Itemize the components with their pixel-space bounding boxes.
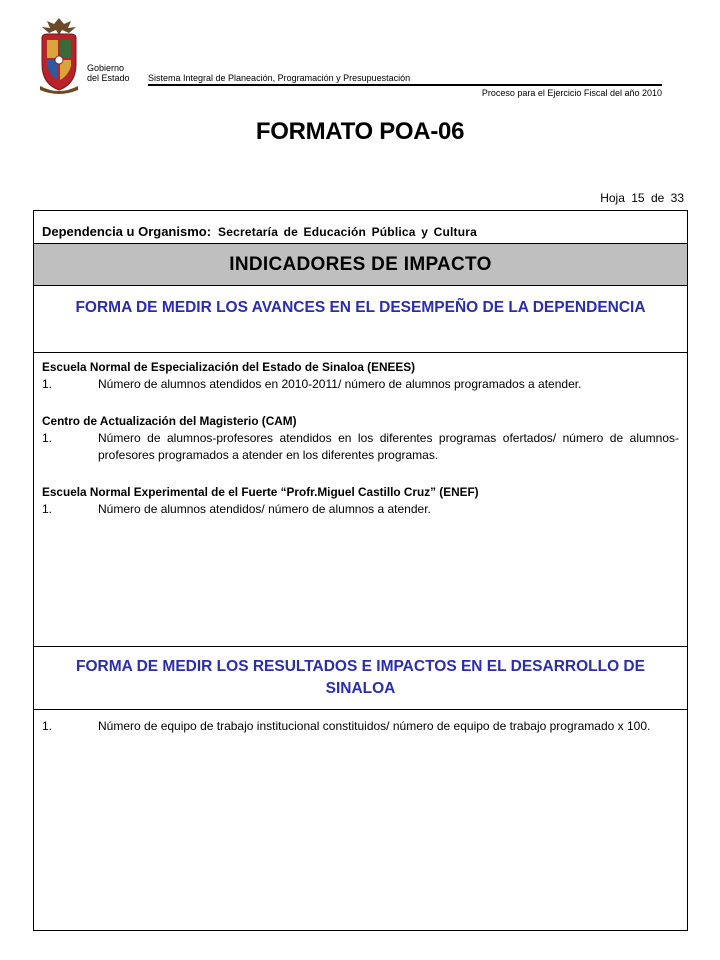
section-impact-heading: FORMA DE MEDIR LOS RESULTADOS E IMPACTOS EN EL DESARROLLO DE SINALOA <box>34 647 687 710</box>
poa-form <box>33 210 688 931</box>
dependency-row <box>34 211 687 244</box>
gobierno-label: Gobierno del Estado <box>87 63 130 83</box>
list-item: 1. Número de alumnos atendidos/ número de alumnos a atender. <box>42 502 431 516</box>
list-item: 1. Número de alumnos-profesores atendidos en los diferentes programas ofertados/ número de alumnos-profesores programados a atender en los diferentes programas. <box>42 431 679 462</box>
system-name: Sistema Integral de Planeación, Programación y Presupuestación <box>148 73 411 83</box>
section-performance-body <box>34 353 687 647</box>
dependency-label: Dependencia u Organismo: <box>42 224 212 239</box>
org-name: Escuela Normal Experimental de el Fuerte “Profr.Miguel Castillo Cruz” (ENEF) <box>42 485 479 499</box>
org-name: Centro de Actualización del Magisterio (CAM) <box>42 414 297 428</box>
page-counter: Hoja 15 de 33 <box>600 191 684 205</box>
dependency-value: Secretaría de Educación Pública y Cultura <box>218 225 477 239</box>
header-rule <box>148 84 662 86</box>
process-label: Proceso para el Ejercicio Fiscal del año 2010 <box>481 88 662 98</box>
org-name: Escuela Normal de Especialización del Estado de Sinaloa (ENEES) <box>42 360 416 374</box>
section-impact-body <box>34 710 687 735</box>
state-coat-of-arms-icon <box>34 16 84 96</box>
section-performance-heading: FORMA DE MEDIR LOS AVANCES EN EL DESEMPEÑO DE LA DEPENDENCIA <box>34 286 687 353</box>
list-item: 1. Número de equipo de trabajo institucional constituidos/ número de equipo de trabajo programado x 100. <box>42 719 651 733</box>
page-title: FORMATO POA-06 <box>255 118 465 145</box>
list-item: 1. Número de alumnos atendidos en 2010-2011/ número de alumnos programados a atender. <box>42 377 582 391</box>
indicators-banner: INDICADORES DE IMPACTO <box>34 244 687 286</box>
